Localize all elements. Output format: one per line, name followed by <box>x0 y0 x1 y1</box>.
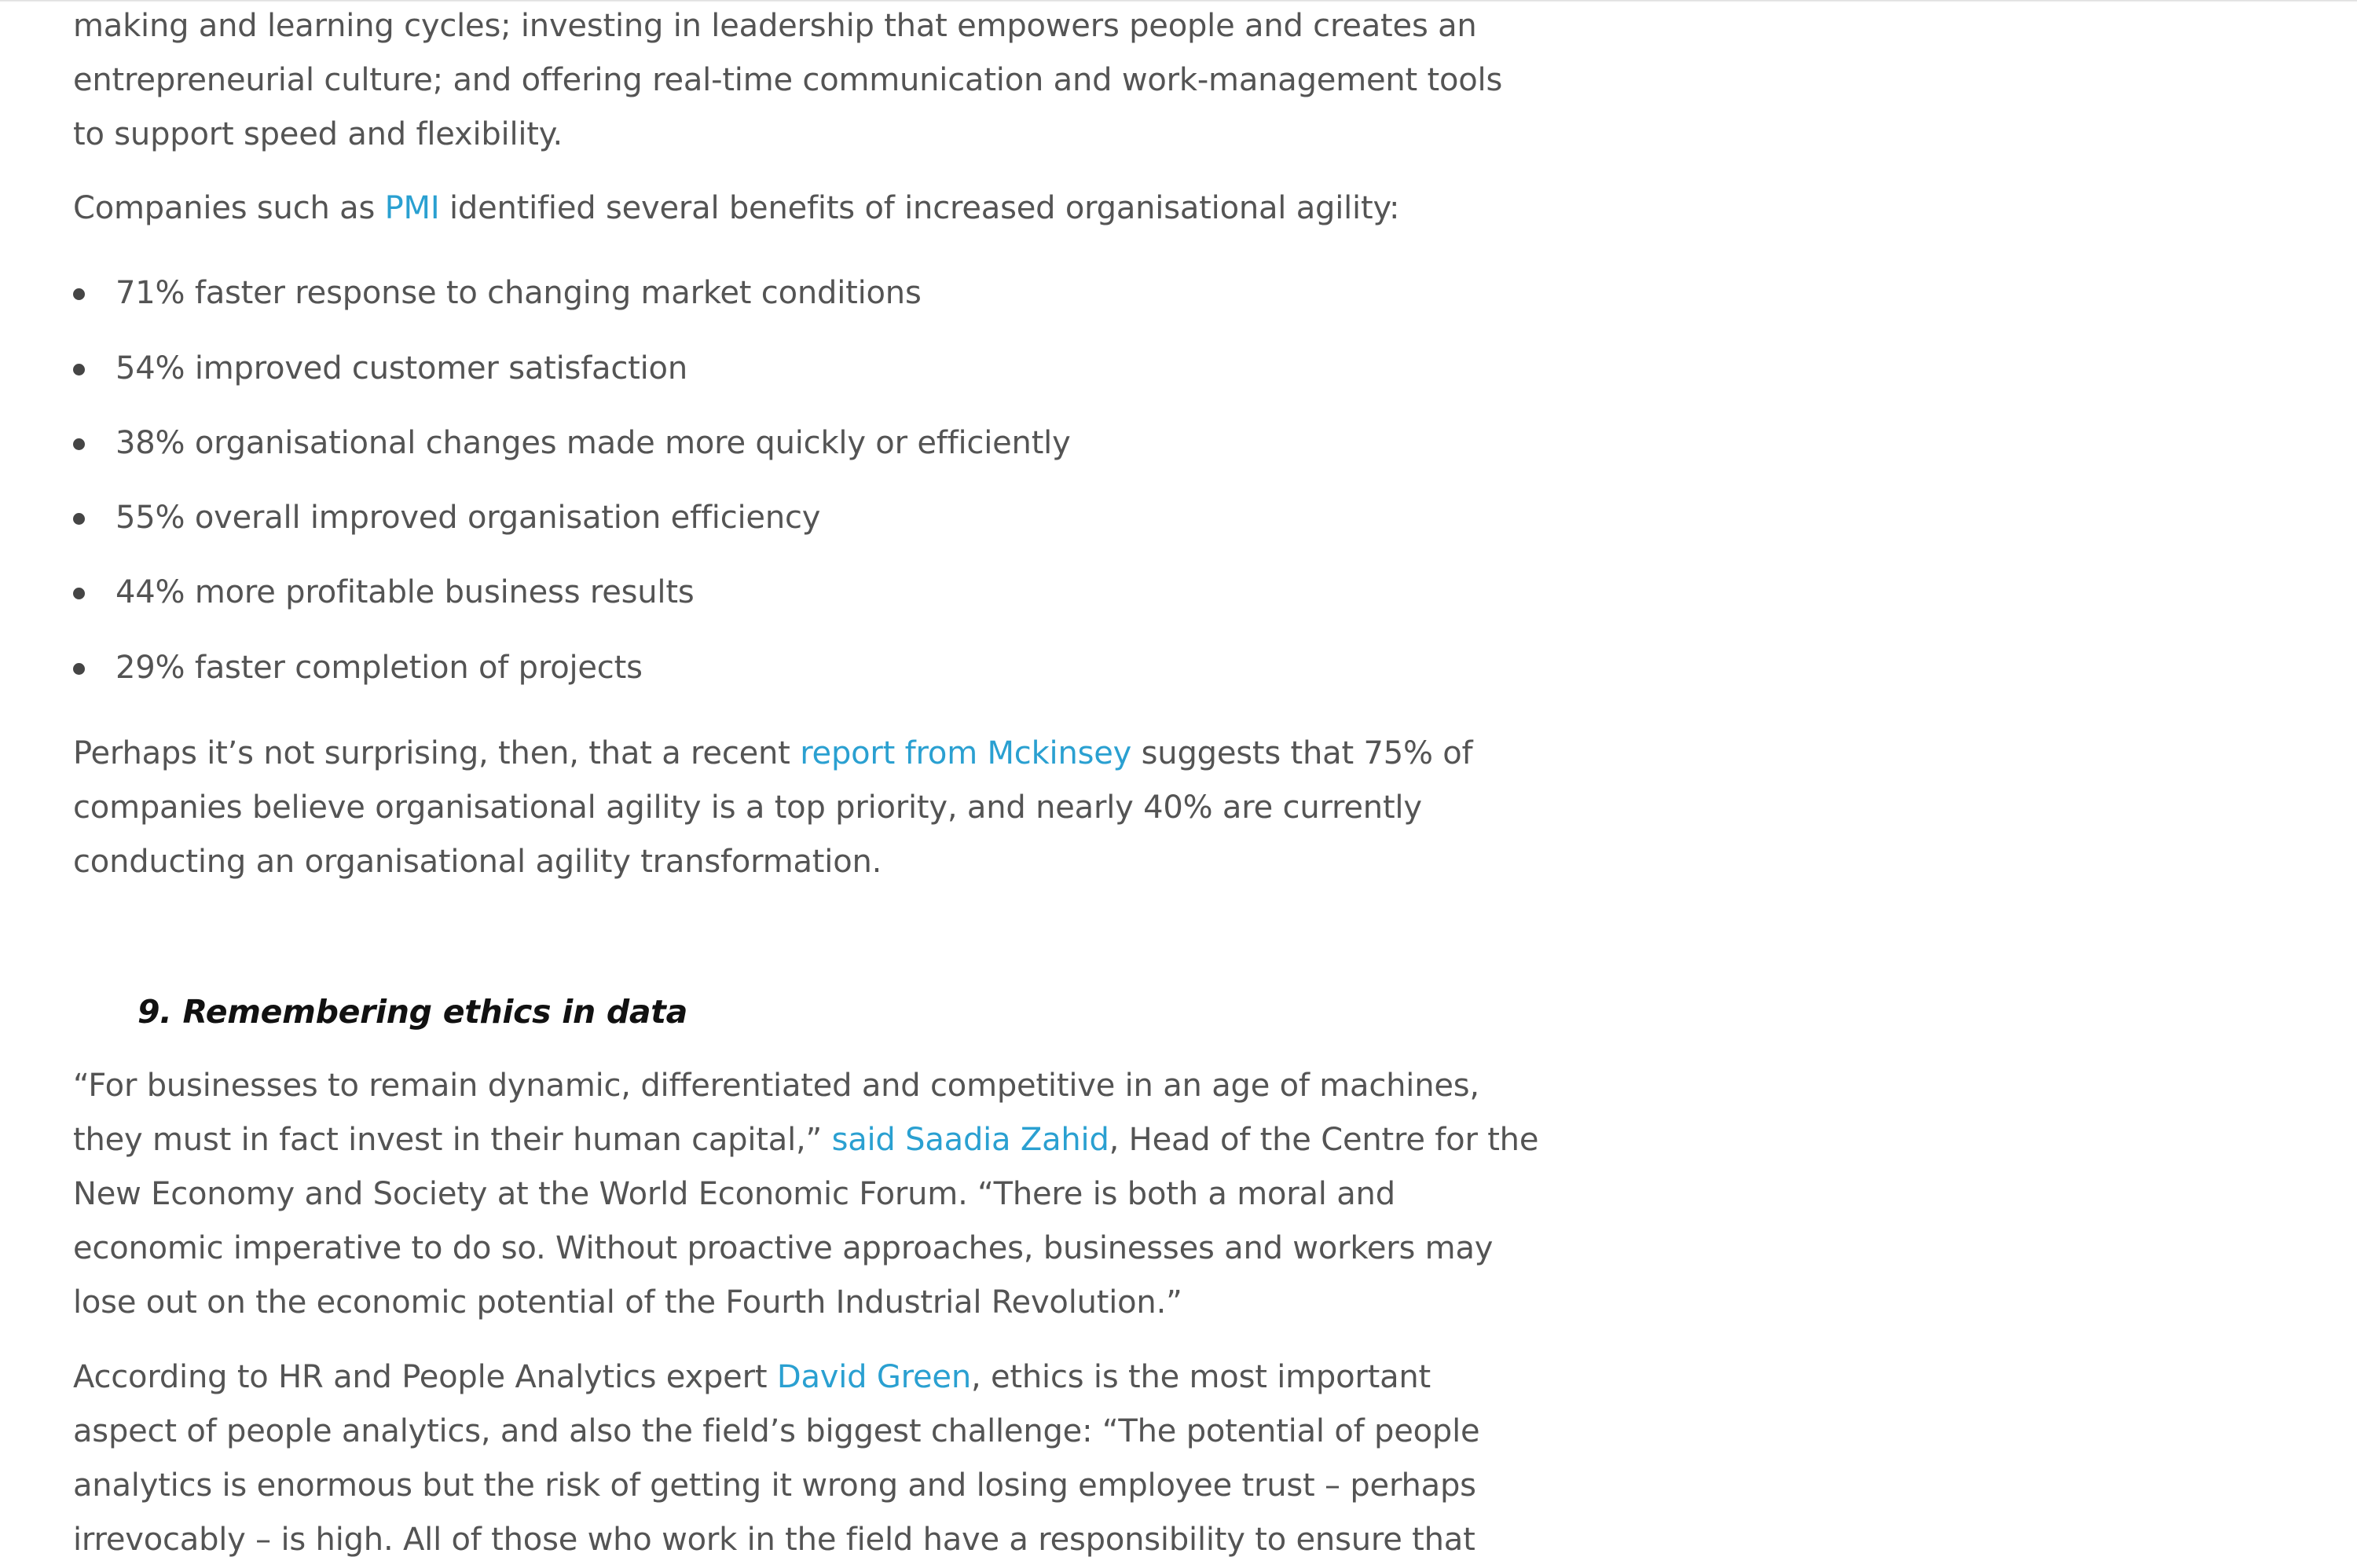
quote-line-2 <box>73 1113 1538 1167</box>
mckinsey-text-before: Perhaps it’s not surprising, then, that a recent <box>73 735 801 771</box>
list-item-text: 29% faster completion of projects <box>115 650 643 686</box>
list-item-text: 71% faster response to changing market conditions <box>115 275 922 311</box>
green-text-before: According to HR and People Analytics expert <box>73 1359 777 1395</box>
green-text-after: , ethics is the most important <box>970 1359 1431 1395</box>
list-item-text: 38% organisational changes made more quickly or efficiently <box>115 425 1071 461</box>
saadia-zahid-link[interactable]: said Saadia Zahid <box>831 1122 1109 1158</box>
section-heading: 9. Remembering ethics in data <box>137 993 687 1031</box>
mckinsey-line-3: conducting an organisational agility transformation. <box>73 844 882 880</box>
quote-line-1: “For businesses to remain dynamic, differentiated and competitive in an age of machines, <box>73 1068 1479 1104</box>
intro-line-1: making and learning cycles; investing in leadership that empowers people and creates an <box>73 8 1477 44</box>
david-green-link[interactable]: David Green <box>776 1359 971 1395</box>
bullet-icon <box>73 438 85 450</box>
pmi-paragraph <box>73 181 1399 236</box>
list-item-text: 55% overall improved organisation efficiency <box>115 500 821 536</box>
list-item-text: 54% improved customer satisfaction <box>115 350 687 387</box>
intro-line-3: to support speed and flexibility. <box>73 116 563 152</box>
mckinsey-line-1 <box>73 727 1472 781</box>
list-item-text: 44% more profitable business results <box>115 574 695 610</box>
mckinsey-text-after: suggests that 75% of <box>1131 735 1473 771</box>
intro-line-2: entrepreneurial culture; and offering real-time communication and work-management tools <box>73 62 1503 98</box>
bullet-icon <box>73 364 85 376</box>
bullet-icon <box>73 513 85 525</box>
bullet-icon <box>73 288 85 300</box>
green-line-4: irrevocably – is high. All of those who work in the field have a responsibility to ensure that <box>73 1522 1475 1558</box>
bullet-icon <box>73 663 85 675</box>
quote-text-after: , Head of the Centre for the <box>1109 1122 1539 1158</box>
bullet-icon <box>73 588 85 599</box>
mckinsey-report-link[interactable]: report from Mckinsey <box>800 735 1132 771</box>
pmi-link[interactable]: PMI <box>384 190 440 226</box>
quote-line-5: lose out on the economic potential of the Fourth Industrial Revolution.” <box>73 1284 1182 1321</box>
quote-line-4: economic imperative to do so. Without proactive approaches, businesses and workers may <box>73 1230 1494 1266</box>
quote-line-3: New Economy and Society at the World Economic Forum. “There is both a moral and <box>73 1176 1395 1212</box>
green-line-1 <box>73 1350 1431 1405</box>
pmi-text-after: identified several benefits of increased organisational agility: <box>439 190 1400 226</box>
quote-text-before: they must in fact invest in their human capital,” <box>73 1122 832 1158</box>
pmi-text-before: Companies such as <box>73 190 385 226</box>
green-line-2: aspect of people analytics, and also the field’s biggest challenge: “The potential of people <box>73 1413 1480 1449</box>
green-line-3: analytics is enormous but the risk of getting it wrong and losing employee trust – perhaps <box>73 1467 1476 1504</box>
mckinsey-line-2: companies believe organisational agility is a top priority, and nearly 40% are currently <box>73 789 1422 826</box>
